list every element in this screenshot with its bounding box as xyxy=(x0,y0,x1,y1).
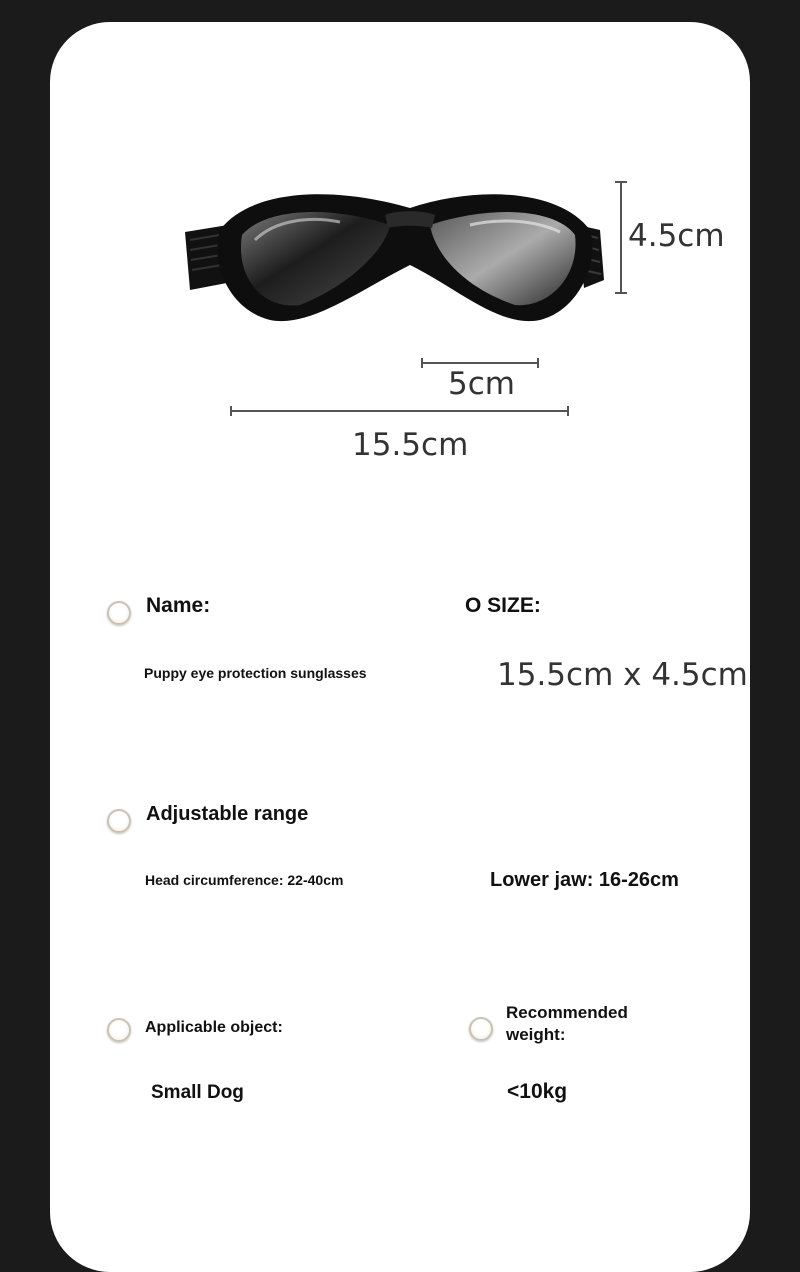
lower-jaw-value: Lower jaw: 16-26cm xyxy=(490,869,679,891)
name-label: Name: xyxy=(146,594,211,617)
bullet-icon xyxy=(107,601,131,625)
lens-width-label: 5cm xyxy=(448,366,515,402)
lens-width-cap-left xyxy=(421,358,423,368)
height-dimension-cap-bottom xyxy=(615,292,627,294)
total-width-dimension-line xyxy=(231,410,569,412)
height-dimension-cap-top xyxy=(615,181,627,183)
recommended-weight-label: Recommended weight: xyxy=(506,1003,628,1044)
total-width-cap-left xyxy=(230,406,232,416)
dog-goggles-image xyxy=(180,170,620,340)
bullet-icon xyxy=(469,1017,493,1041)
size-value: 15.5cm x 4.5cm xyxy=(497,657,748,693)
name-value: Puppy eye protection sunglasses xyxy=(144,665,367,681)
adjustable-range-label: Adjustable range xyxy=(146,803,309,825)
height-dimension-line xyxy=(620,182,622,294)
applicable-object-label: Applicable object: xyxy=(145,1019,283,1036)
size-label: O SIZE: xyxy=(465,594,541,617)
bullet-icon xyxy=(107,1018,131,1042)
total-width-cap-right xyxy=(567,406,569,416)
height-dimension-label: 4.5cm xyxy=(628,218,725,254)
recommended-weight-value: <10kg xyxy=(507,1080,568,1103)
lens-width-dimension-line xyxy=(422,362,538,364)
lens-width-cap-right xyxy=(537,358,539,368)
total-width-label: 15.5cm xyxy=(352,427,469,463)
head-circumference-value: Head circumference: 22-40cm xyxy=(145,872,344,888)
bullet-icon xyxy=(107,809,131,833)
applicable-object-value: Small Dog xyxy=(151,1082,244,1103)
